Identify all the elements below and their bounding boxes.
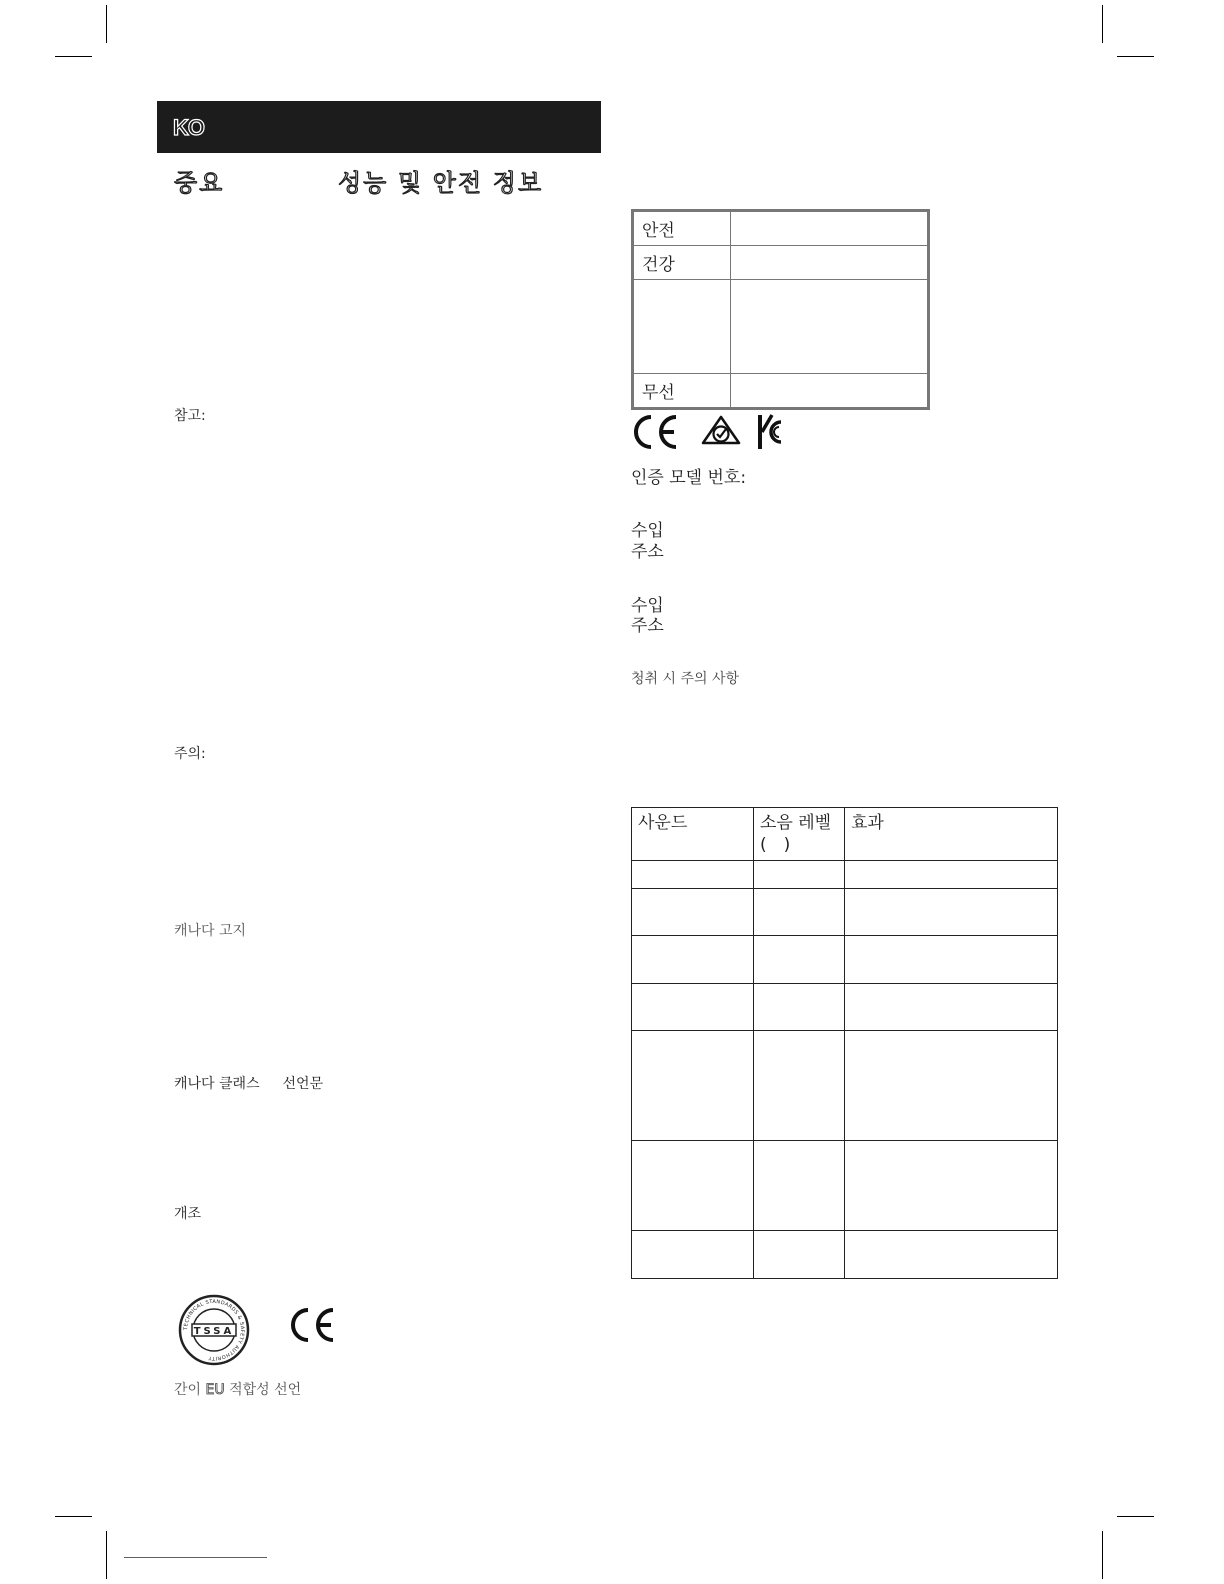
- address-label: 주소: [631, 616, 664, 636]
- header-effect: 효과: [845, 808, 1058, 861]
- tssa-logo: [178, 1294, 250, 1366]
- tssa-logo-text: TSSA: [193, 1326, 235, 1337]
- page-title-important: 중요: [174, 169, 225, 197]
- eu-declaration-prefix: 간이: [174, 1382, 202, 1398]
- page-title: 성능 및 안전 정보: [338, 169, 544, 197]
- info-table: [631, 209, 930, 410]
- info-cell: [731, 280, 929, 374]
- eu-declaration-heading: [174, 1379, 301, 1399]
- header-noise-level-label: 소음 레벨: [760, 813, 832, 833]
- address-label: 주소: [631, 542, 664, 562]
- table-row: [632, 1141, 1058, 1231]
- crop-mark: [1102, 5, 1103, 43]
- crop-mark: [106, 5, 107, 43]
- language-code: KO: [173, 115, 204, 140]
- footer-link-underline[interactable]: [124, 1557, 267, 1558]
- info-cell: [731, 374, 929, 409]
- crop-mark: [1117, 1516, 1154, 1517]
- certification-model-label: 인증 모델 번호:: [631, 468, 747, 488]
- header-noise-level-unit: ( ): [760, 835, 791, 855]
- info-row-safety: 안전: [633, 211, 731, 246]
- crop-mark: [1117, 56, 1154, 57]
- sound-level-table: [631, 807, 1058, 1279]
- crop-mark: [55, 56, 92, 57]
- importer-label: 수입: [631, 521, 664, 541]
- table-row: [632, 936, 1058, 984]
- note-heading: 참고:: [174, 408, 206, 424]
- header-noise-level: [754, 808, 845, 861]
- crop-mark: [106, 1531, 107, 1579]
- info-cell: [731, 246, 929, 280]
- canada-notice-heading: 캐나다 고지: [174, 923, 247, 939]
- ce-mark-icon: [630, 413, 680, 451]
- table-row: [632, 861, 1058, 889]
- language-header-bar: [157, 101, 601, 153]
- modification-heading: 개조: [174, 1206, 202, 1222]
- ce-mark-icon: [287, 1306, 337, 1344]
- info-row-health: 건강: [633, 246, 731, 280]
- hearing-caution-heading: 청취 시 주의 사항: [631, 671, 740, 687]
- header-sound: 사운드: [632, 808, 754, 861]
- tssa-ring-text: TECHNICAL STANDARDS & SAFETY AUTHORITY: [182, 1298, 246, 1362]
- table-row: [632, 1031, 1058, 1141]
- eu-declaration-eu: EU: [205, 1382, 225, 1398]
- kc-mark-icon: [756, 412, 784, 452]
- info-row-wireless: 무선: [633, 374, 731, 409]
- info-cell: [731, 211, 929, 246]
- table-row: [632, 889, 1058, 936]
- info-row-blank: [633, 280, 731, 374]
- table-row: [632, 1231, 1058, 1279]
- canada-class-label: 캐나다 클래스: [174, 1076, 260, 1092]
- rcm-mark-icon: [700, 414, 742, 446]
- canada-class-heading: [174, 1073, 323, 1093]
- canada-class-suffix: 선언문: [282, 1076, 324, 1092]
- crop-mark: [55, 1516, 92, 1517]
- importer-label: 수입: [631, 596, 664, 616]
- caution-heading: 주의:: [174, 746, 206, 762]
- crop-mark: [1102, 1531, 1103, 1579]
- eu-declaration-suffix: 적합성 선언: [229, 1382, 302, 1398]
- table-row: [632, 984, 1058, 1031]
